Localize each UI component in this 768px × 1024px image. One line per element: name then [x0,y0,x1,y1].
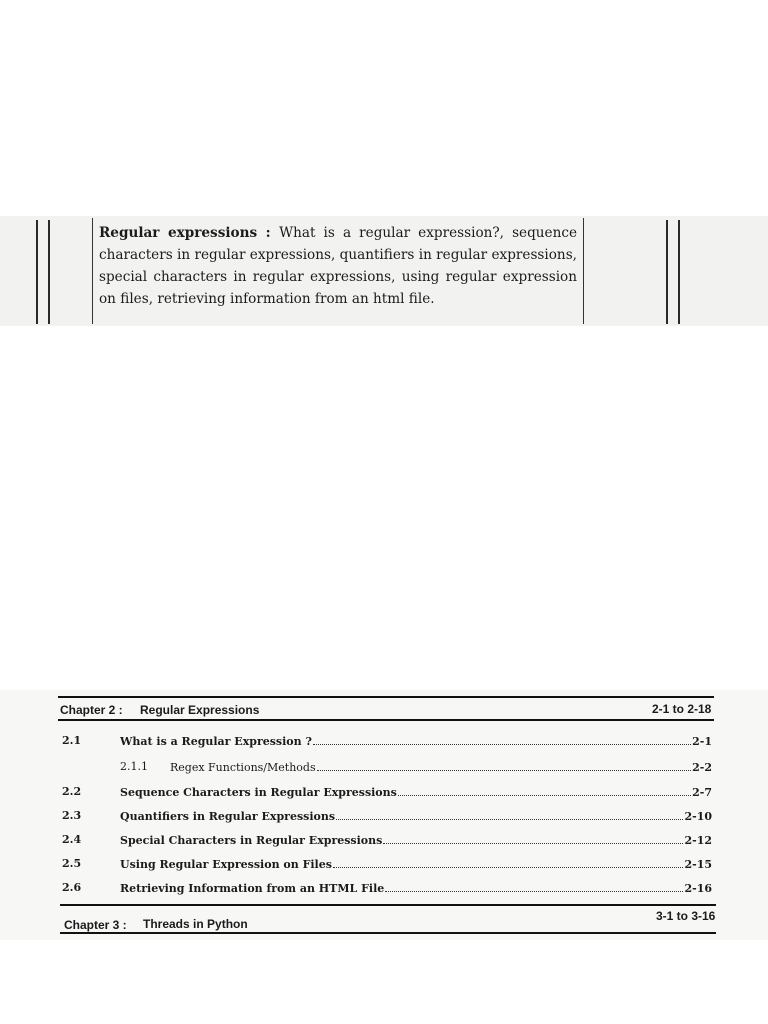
toc-entry [62,809,712,827]
toc-entry-title: Sequence Characters in Regular Expressions [120,786,397,799]
chapter2-top-rule [58,696,714,698]
margin-rule-left-outer [36,220,38,324]
chapter3-top-rule [60,904,716,906]
syllabus-heading: Regular expressions [99,225,258,241]
toc-entry-title: Using Regular Expression on Files [120,858,332,871]
toc-entry-number: 2.4 [62,833,82,846]
chapter3-label: Chapter 3 : [64,918,127,932]
toc-entry [62,734,712,752]
toc-entry-number: 2.3 [62,809,82,822]
toc-entry [62,785,712,803]
toc-entry-page: 2-2 [692,761,712,774]
toc-subentry [62,760,712,778]
toc-entry [62,833,712,851]
toc-entry-number: 2.6 [62,881,82,894]
margin-rule-left-inner [48,220,50,324]
toc-entry-number: 2.1 [62,734,82,747]
toc-entry-page: 2-16 [684,882,712,895]
dot-leader [333,857,684,868]
toc-entry-page: 2-7 [692,786,712,799]
dot-leader [317,760,692,771]
toc-entry-page: 2-15 [684,858,712,871]
toc-entry-number: 2.2 [62,785,82,798]
chapter2-title: Regular Expressions [140,703,260,717]
toc-entry-title: Regex Functions/Methods [170,761,316,774]
syllabus-separator: : [257,225,280,241]
margin-rule-right-outer [678,220,680,324]
toc-entry-page: 2-10 [684,810,712,823]
toc-entry-page: 2-1 [692,735,712,748]
dot-leader [313,734,691,745]
chapter2-label: Chapter 2 : [60,703,123,717]
dot-leader [383,833,683,844]
chapter3-pages: 3-1 to 3-16 [656,909,716,923]
toc-entry [62,881,712,899]
syllabus-body: What is a regular expression?, sequence characters in regular expressions, quantifiers in regular expressions, special characters in regular expressions, using regular expression on files, retrieving information from an html file. [99,225,578,307]
toc-entry-number: 2.1.1 [120,760,148,773]
toc-entry-title: Special Characters in Regular Expressions [120,834,383,847]
toc-entry-title: Quantifiers in Regular Expressions [120,810,336,823]
toc-entry-number: 2.5 [62,857,82,870]
toc-entry-page: 2-12 [684,834,712,847]
chapter2-bottom-rule [58,719,714,721]
toc-entry-title: Retrieving Information from an HTML File [120,882,385,895]
chapter3-bottom-rule [60,932,716,934]
dot-leader [398,785,691,796]
toc-entry-title: What is a Regular Expression ? [120,735,312,748]
toc-entry [62,857,712,875]
chapter3-title: Threads in Python [143,917,248,931]
dot-leader [385,881,683,892]
chapter2-pages: 2-1 to 2-18 [652,702,712,716]
dot-leader [336,809,683,820]
margin-rule-right-inner [666,220,668,324]
syllabus-box [92,218,584,324]
